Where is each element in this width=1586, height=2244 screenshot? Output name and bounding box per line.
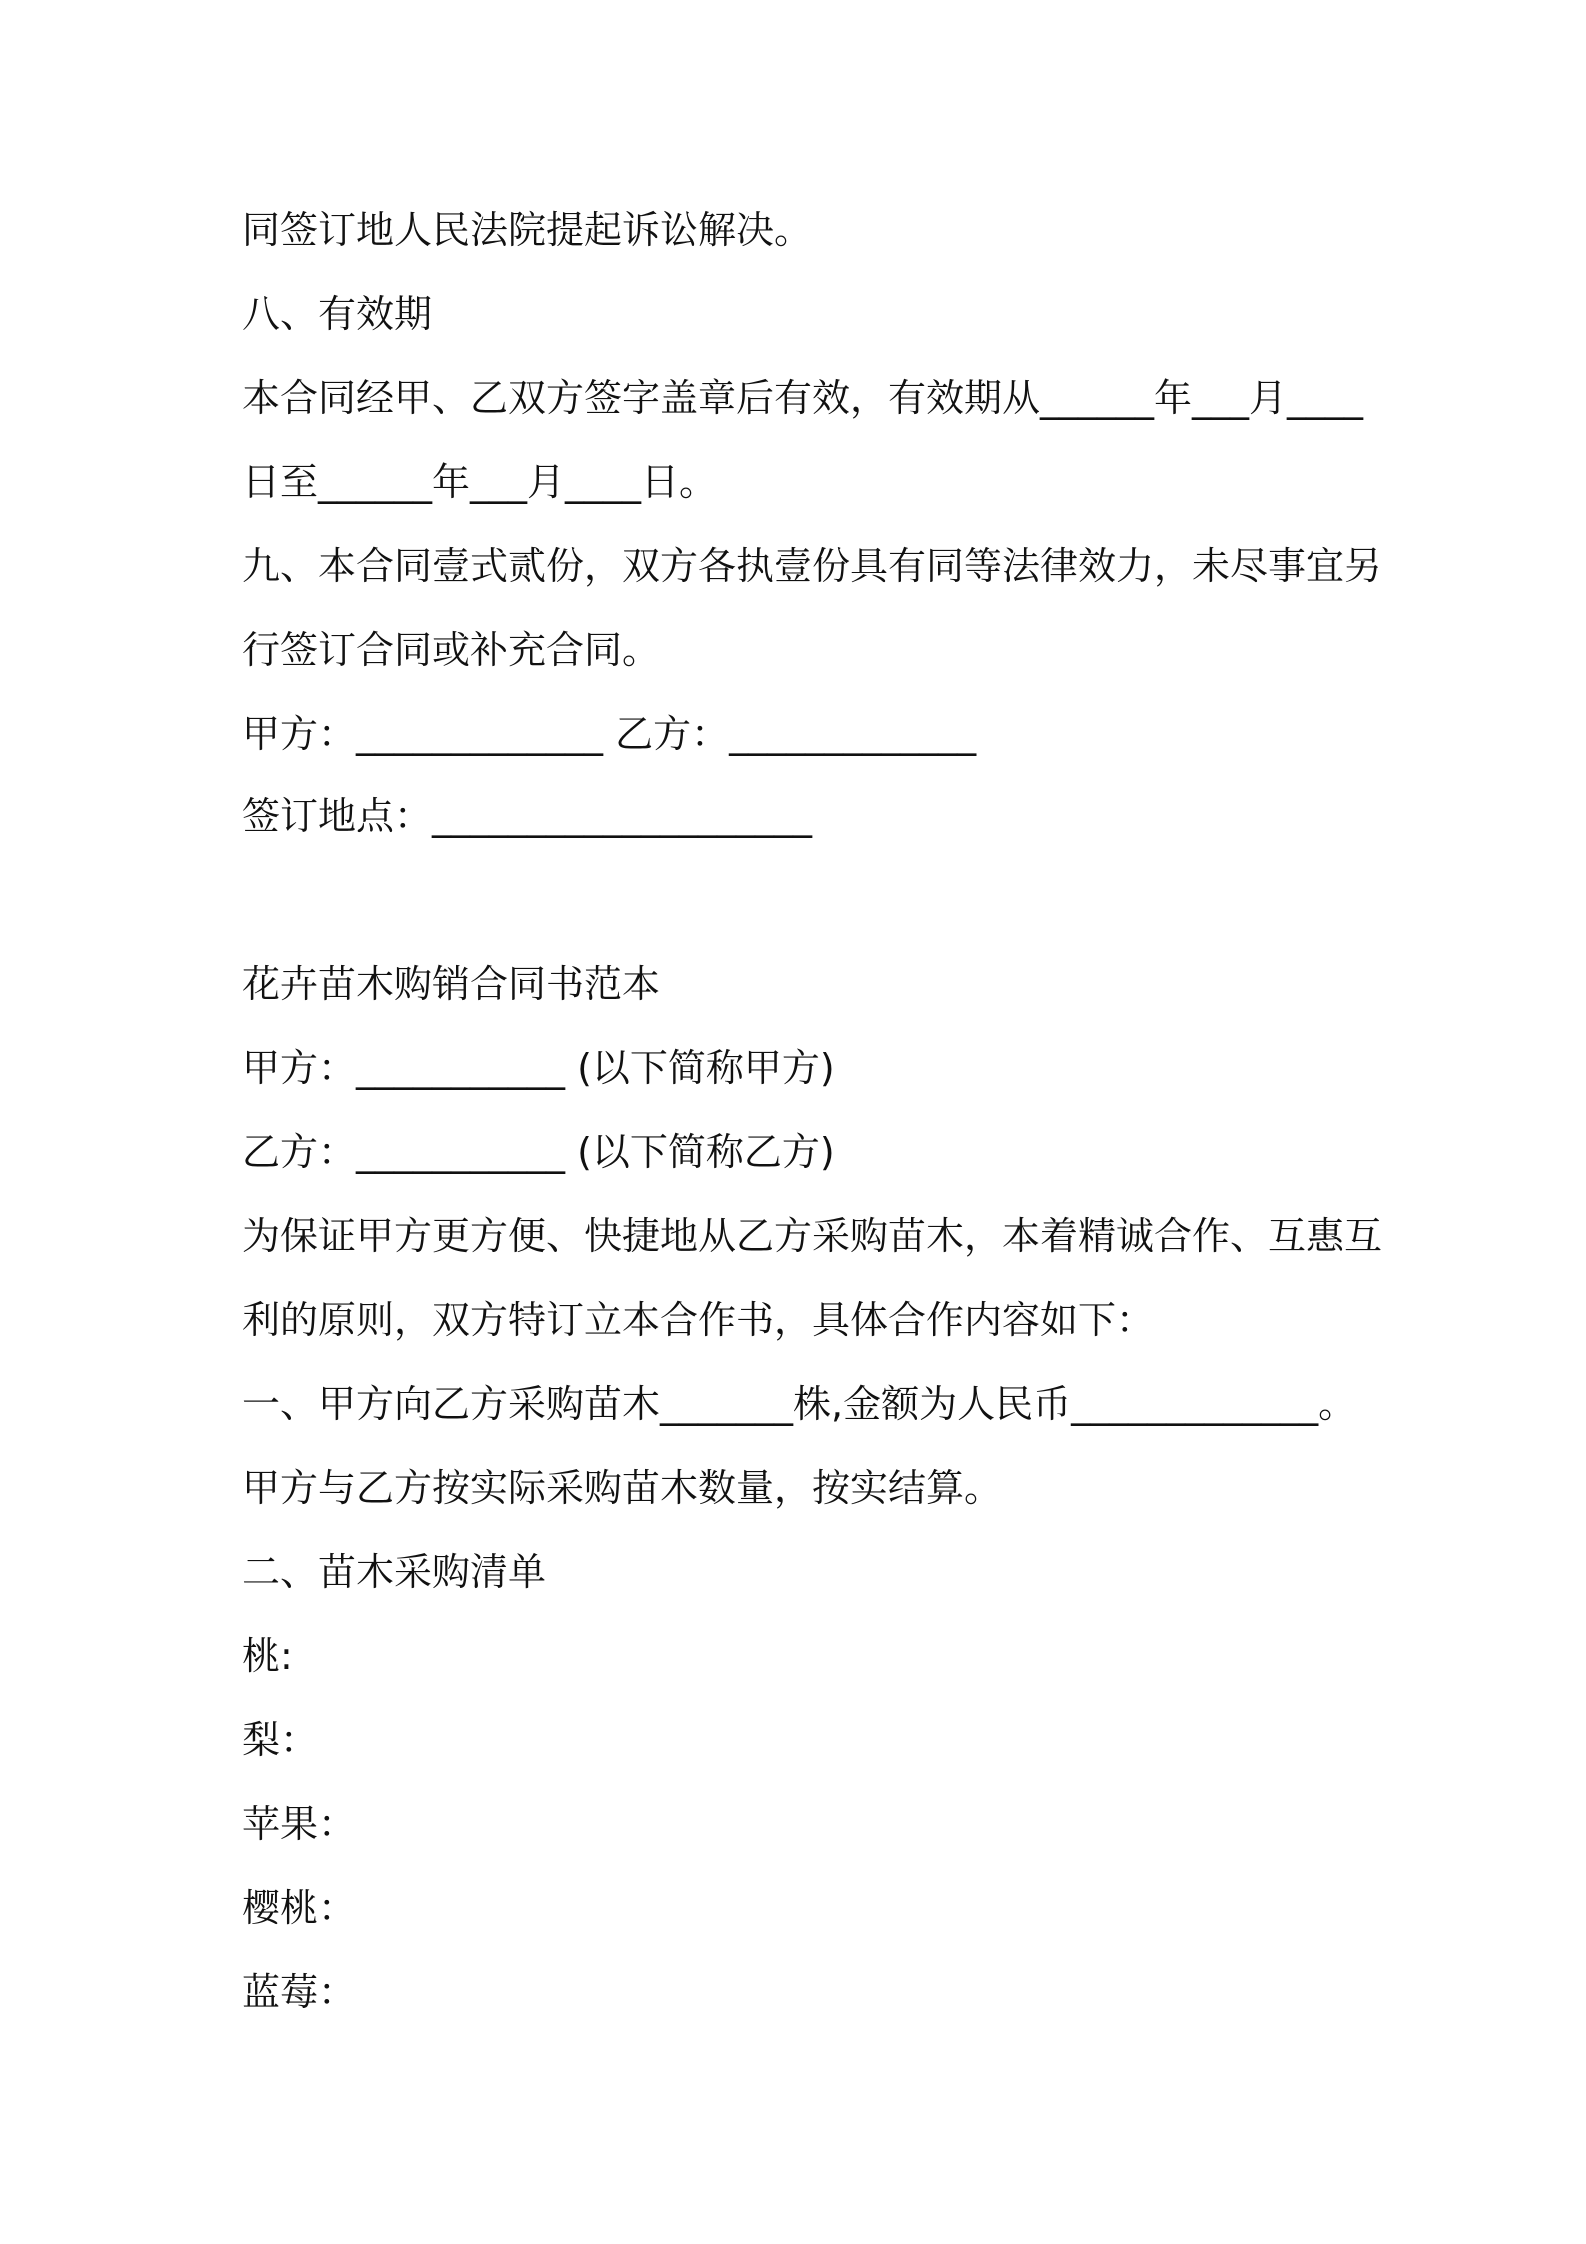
list-item-apple: 苹果： xyxy=(242,1802,357,1846)
party-a-line: 甲方：___________ (以下简称甲方) xyxy=(242,1046,835,1090)
preamble-text-2: 利的原则，双方特订立本合作书，具体合作内容如下： xyxy=(242,1298,1155,1342)
section-heading-purchase-list: 二、苗木采购清单 xyxy=(242,1550,547,1594)
list-item-pear: 梨： xyxy=(242,1718,319,1762)
list-item-cherry: 樱桃： xyxy=(242,1886,357,1930)
signing-place-line: 签订地点：____________________ xyxy=(242,794,813,838)
contract-title: 花卉苗木购销合同书范本 xyxy=(242,962,661,1006)
preamble-text-1: 为保证甲方更方便、快捷地从乙方采购苗木，本着精诚合作、互惠互 xyxy=(242,1214,1383,1258)
clause-one-text-2: 甲方与乙方按实际采购苗木数量，按实结算。 xyxy=(242,1466,1003,1510)
signature-parties-line: 甲方：_____________ 乙方：_____________ xyxy=(242,712,977,756)
clause-text-copies-2: 行签订合同或补充合同。 xyxy=(242,628,661,672)
clause-one-text-1: 一、甲方向乙方采购苗木_______株,金额为人民币_____________。 xyxy=(242,1382,1357,1426)
party-b-line: 乙方：___________ (以下简称乙方) xyxy=(242,1130,835,1174)
clause-text-copies-1: 九、本合同壹式贰份，双方各执壹份具有同等法律效力，未尽事宜另 xyxy=(242,544,1383,588)
list-item-peach: 桃: xyxy=(242,1634,293,1678)
clause-text-litigation: 同签订地人民法院提起诉讼解决。 xyxy=(242,208,813,252)
list-item-blueberry: 蓝莓： xyxy=(242,1970,357,2014)
section-heading-validity: 八、有效期 xyxy=(242,292,433,336)
clause-text-validity-1: 本合同经甲、乙双方签字盖章后有效，有效期从______年___月____ xyxy=(242,376,1364,420)
clause-text-validity-2: 日至______年___月____日。 xyxy=(242,460,718,504)
